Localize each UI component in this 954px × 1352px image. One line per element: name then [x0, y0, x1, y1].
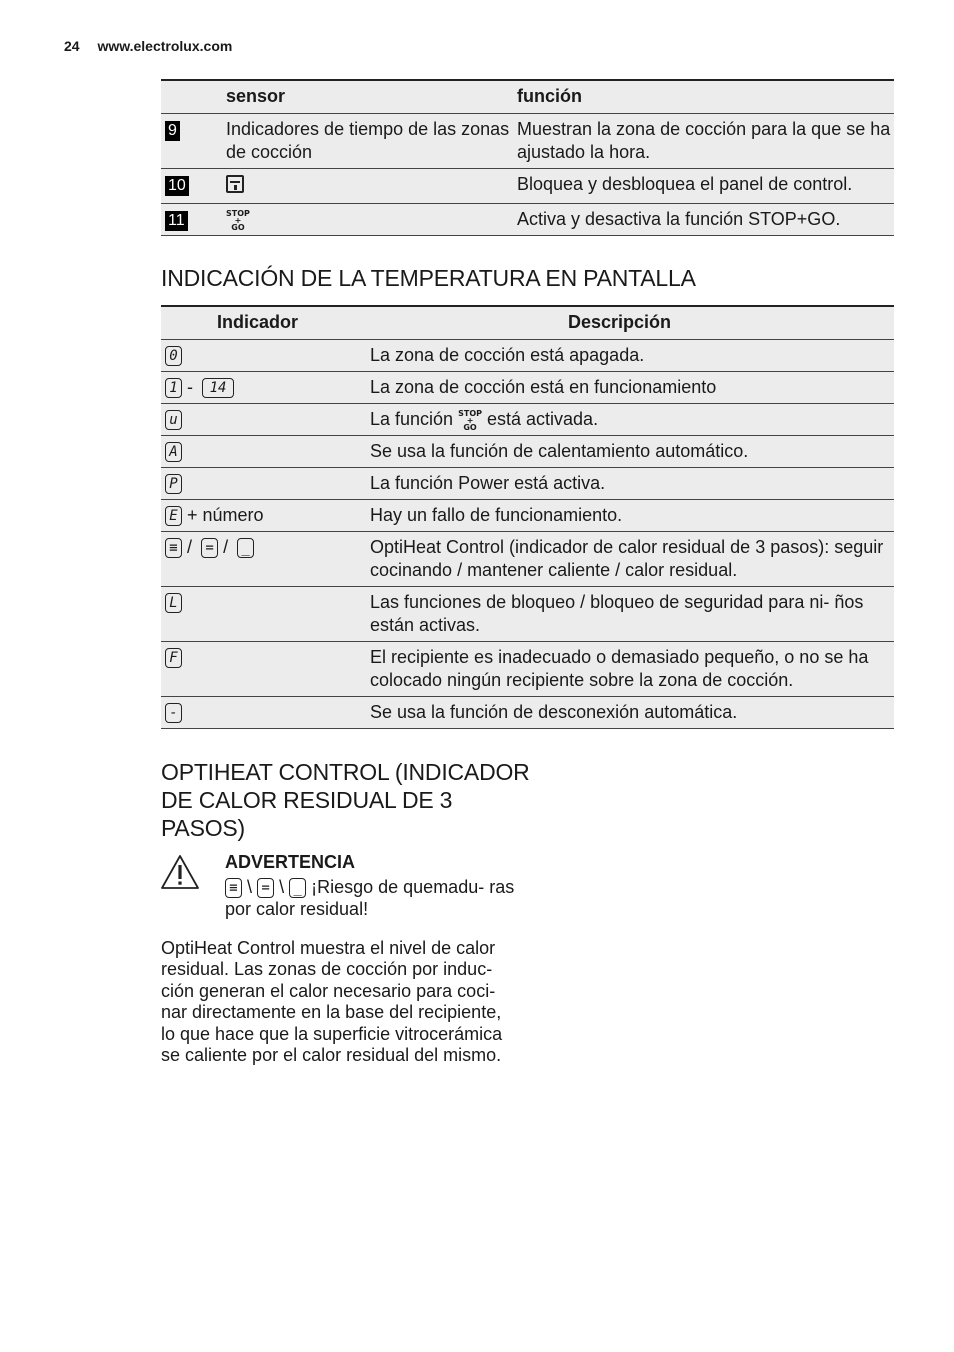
display-symbol-f: F [165, 648, 182, 668]
table-row [161, 500, 894, 532]
sensor-function: Activa y desactiva la función STOP+GO. [517, 204, 894, 236]
page-header [64, 38, 246, 54]
col-indicator: Indicador [217, 312, 299, 332]
col-description: Descripción [568, 312, 672, 332]
warning-triangle-icon [160, 854, 200, 890]
sensor-number: 11 [165, 211, 188, 231]
section-title-optiheat: OPTIHEAT CONTROL (INDICADOR DE CALOR RESIDUAL DE 3 PASOS) [161, 759, 530, 841]
description: El recipiente es inadecuado o demasiado pequeño, o no se ha colocado ningún recipiente sobre la zona de cocción. [370, 642, 894, 697]
display-symbol-dash: - [165, 703, 182, 723]
col-function: función [517, 86, 582, 106]
page-number: 24 [64, 38, 80, 54]
table-row [161, 697, 894, 729]
table-row [161, 468, 894, 500]
table-row [161, 340, 894, 372]
table-row [161, 169, 894, 204]
display-symbol-0: 0 [165, 346, 182, 366]
display-table [161, 305, 894, 729]
sensor-table [161, 79, 894, 236]
suffix: + número [187, 505, 264, 525]
table-row [161, 436, 894, 468]
residual-heat-low-symbol: _ [289, 878, 306, 898]
display-symbol-14: 14 [202, 378, 234, 398]
display-symbol-e: E [165, 506, 182, 526]
sensor-number: 9 [165, 121, 180, 141]
display-symbol-a: A [165, 442, 182, 462]
sensor-function: Bloquea y desbloquea el panel de control. [517, 169, 894, 204]
description: La función STOP + GO está activada. [370, 404, 894, 436]
residual-heat-high-symbol: ≡ [165, 538, 182, 558]
sensor-number: 10 [165, 176, 189, 196]
display-symbol-l: L [165, 593, 182, 613]
col-sensor: sensor [226, 86, 286, 106]
table-row [161, 587, 894, 642]
table-row [161, 372, 894, 404]
table-header-row [161, 306, 894, 340]
lock-icon [226, 175, 244, 193]
display-symbol-1: 1 [165, 378, 182, 398]
section-title-display: INDICACIÓN DE LA TEMPERATURA EN PANTALLA [161, 265, 696, 291]
table-row [161, 204, 894, 236]
stop-go-icon: STOP + GO [226, 208, 250, 232]
residual-heat-mid-symbol: = [257, 878, 274, 898]
residual-heat-mid-symbol: = [201, 538, 218, 558]
table-row: ≡ / = / _ OptiHeat Control (indicador de calor residual de 3 pasos): seguir cocinando / mantener caliente / calor residual. [161, 532, 894, 587]
description: Se usa la función de desconexión automática. [370, 697, 894, 729]
body-paragraph: OptiHeat Control muestra el nivel de calor residual. Las zonas de cocción por induc- ción generan el calor necesario para coci- nar directamente en la base del recipiente, lo que hace que la superficie vitrocerámica se caliente por el calor residual del mismo. [161, 938, 503, 1066]
sensor-name: Indicadores de tiempo de las zonas de cocción [226, 114, 517, 169]
table-row [161, 642, 894, 697]
description: La función Power está activa. [370, 468, 894, 500]
residual-heat-low-symbol: _ [237, 538, 254, 558]
description: La zona de cocción está en funcionamiento [370, 372, 894, 404]
description: OptiHeat Control (indicador de calor residual de 3 pasos): seguir cocinando / mantener caliente / calor residual. [370, 532, 894, 587]
warning-title: ADVERTENCIA [225, 852, 356, 872]
display-symbol-u: u [165, 410, 182, 430]
table-row [161, 114, 894, 169]
description: Hay un fallo de funcionamiento. [370, 500, 894, 532]
description: Las funciones de bloqueo / bloqueo de seguridad para ni- ños están activas. [370, 587, 894, 642]
residual-heat-high-symbol: ≡ [225, 878, 242, 898]
warning-text: ≡ \ = \ _ ¡Riesgo de quemadu- ras por calor residual! [225, 877, 515, 920]
table-row [161, 404, 894, 436]
description: La zona de cocción está apagada. [370, 340, 894, 372]
site-url: www.electrolux.com [97, 38, 233, 54]
sensor-function: Muestran la zona de cocción para la que se ha ajustado la hora. [517, 114, 894, 169]
table-header-row [161, 80, 894, 114]
separator: - [187, 377, 194, 397]
stop-go-icon: STOP + GO [458, 408, 482, 432]
display-symbol-p: P [165, 474, 182, 494]
description: Se usa la función de calentamiento automático. [370, 436, 894, 468]
